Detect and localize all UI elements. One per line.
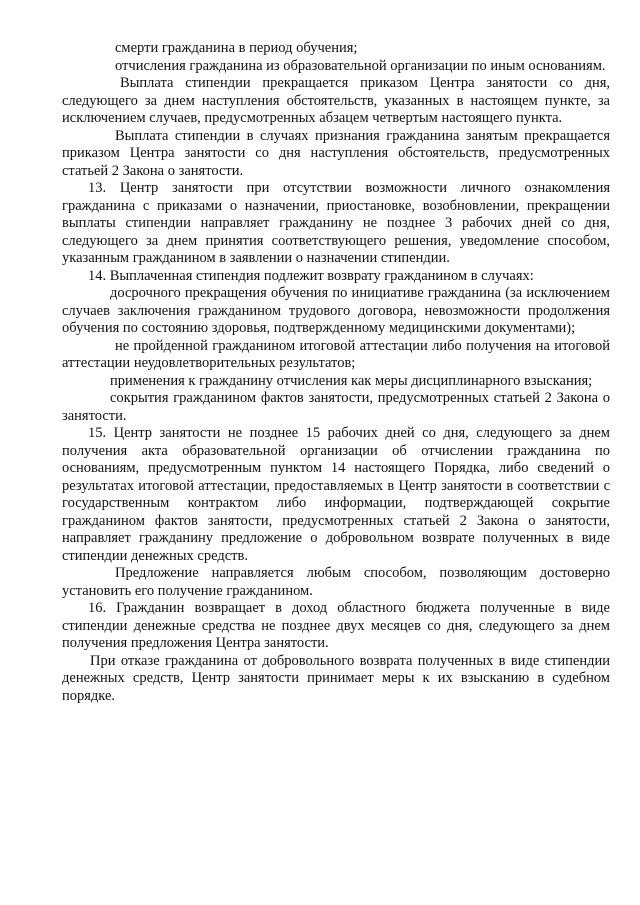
paragraph-expulsion-other-grounds: отчисления гражданина из образовательной организации по иным основаниям. xyxy=(115,57,606,74)
paragraph-payment-termination: Выплата стипендии прекращается приказом Центра занятости со дня, следующего за днем наступления обстоятельств, указанных в настоящем пункте, за исключением случаев, предусмотренных абзацем четвертым настоящего пункта. xyxy=(62,75,610,126)
paragraph-death-during-study: смерти гражданина в период обучения; xyxy=(115,40,358,56)
paragraph-early-termination: досрочного прекращения обучения по инициативе гражданина (за исключением случаев заключения гражданином трудового договора, невозможности продолжения обучения по состоянию здоровья, подтвержденному медицинскими документами); xyxy=(62,285,610,336)
paragraph-concealed-employment: сокрытия гражданином фактов занятости, предусмотренных статьей 2 Закона о занятости. xyxy=(62,390,610,424)
paragraph-court-recovery: При отказе гражданина от добровольного возврата полученных в виде стипендии денежных средств, Центр занятости принимает меры к их взысканию в судебном порядке. xyxy=(62,652,610,704)
paragraph-clause-14: 14. Выплаченная стипендия подлежит возврату гражданином в случаях: xyxy=(88,267,534,284)
paragraph-clause-13: 13. Центр занятости при отсутствии возможности личного ознакомления гражданина с приказами о назначении, приостановке, возобновлении, прекращении выплаты стипендии направляет гражданину не позднее 3 рабочих дней со дня, следующего за днем принятия соответствующего решения, уведомление способом, указанным гражданином в заявлении о назначении стипендии. xyxy=(62,180,610,266)
paragraph-clause-16: 16. Гражданин возвращает в доход областного бюджета полученные в виде стипендии денежные средства не позднее двух месяцев со дня, следующего за днем получения предложения Центра занятости. xyxy=(62,600,610,651)
paragraph-termination-employed: Выплата стипендии в случаях признания гражданина занятым прекращается приказом Центра занятости со дня наступления обстоятельств, предусмотренных статьей 2 Закона о занятости. xyxy=(62,127,610,179)
paragraph-proposal-delivery: Предложение направляется любым способом, позволяющим достоверно установить его получение гражданином. xyxy=(62,565,610,599)
paragraph-disciplinary-expulsion: применения к гражданину отчисления как меры дисциплинарного взыскания; xyxy=(110,372,593,389)
paragraph-clause-15: 15. Центр занятости не позднее 15 рабочих дней со дня, следующего за днем получения акта образовательной организации об отчислении гражданина по основаниям, предусмотренным пунктом 14 настоящего Порядка, либо сведений о результатах итоговой аттестации, предоставляемых в Центр занятости в соответствии с государственным контрактом либо информации, подтверждающей сокрытие гражданином фактов занятости, предусмотренных статьей 2 Закона о занятости, направляет гражданину предложение о добровольном возврате полученных в виде стипендии денежных средств. xyxy=(62,425,610,564)
document-page xyxy=(62,40,610,705)
paragraph-failed-attestation: не пройденной гражданином итоговой аттестации либо получения на итоговой аттестации неудовлетворительных результатов; xyxy=(62,337,610,371)
